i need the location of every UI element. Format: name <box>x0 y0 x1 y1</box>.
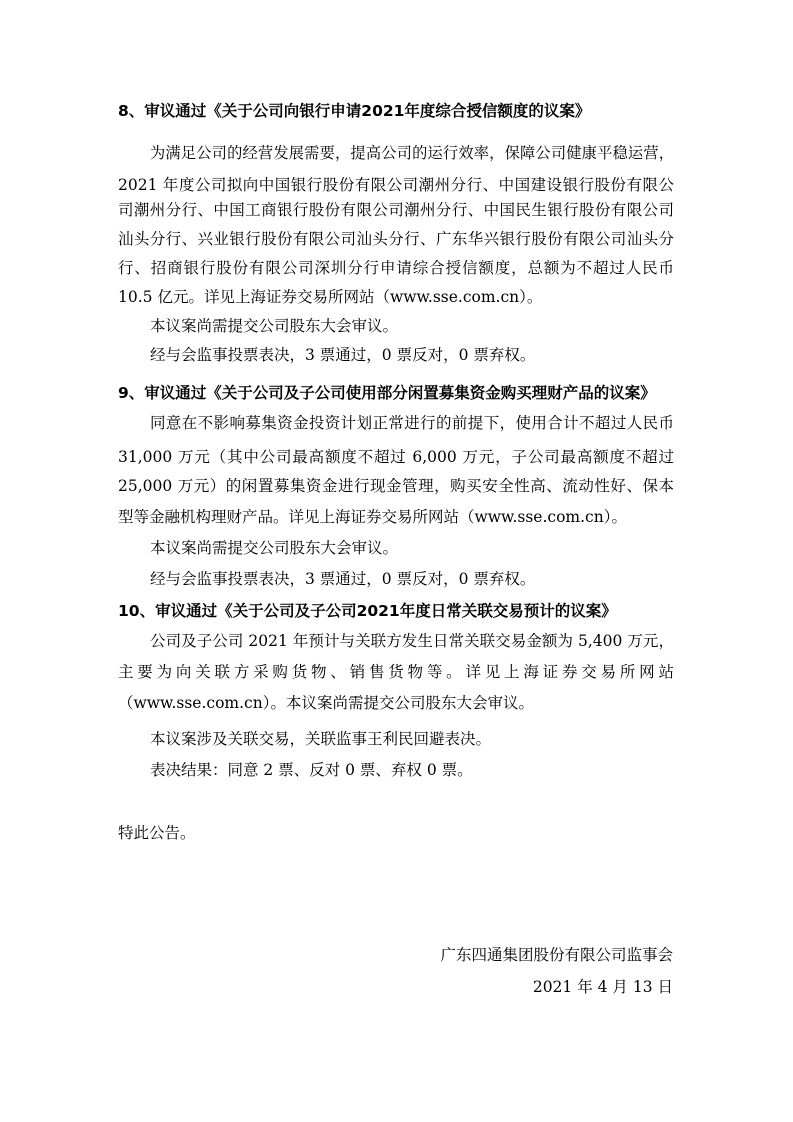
section-8-para-line: 为满足公司的经营发展需要，提高公司的运行效率，保障公司健康平稳运营， <box>150 144 674 162</box>
section-10-para-line: （www.sse.com.cn）。本议案尚需提交公司股东大会审议。 <box>118 694 534 712</box>
section-10-related-note: 本议案涉及关联交易，关联监事王利民回避表决。 <box>150 730 492 748</box>
section-10-para-line: 公司及子公司 2021 年预计与关联方发生日常关联交易金额为 5,400 万元， <box>150 632 674 650</box>
section-8-vote-result: 经与会监事投票表决，3 票通过，0 票反对，0 票弃权。 <box>150 346 536 364</box>
section-8-para-line: 10.5 亿元。详见上海证券交易所网站（www.sse.com.cn）。 <box>118 288 543 306</box>
section-8-para-line: 2021 年度公司拟向中国银行股份有限公司潮州分行、中国建设银行股份有限公 <box>118 176 674 194</box>
section-9-approval-note: 本议案尚需提交公司股东大会审议。 <box>150 539 399 557</box>
section-9-heading: 9、审议通过《关于公司及子公司使用部分闲置募集资金购买理财产品的议案》 <box>118 384 656 402</box>
section-9-para-line: 型等金融机构理财产品。详见上海证券交易所网站（www.sse.com.cn）。 <box>118 508 627 526</box>
section-8-para-line: 汕头分行、兴业银行股份有限公司汕头分行、广东华兴银行股份有限公司汕头分 <box>118 230 674 248</box>
section-9-para-line: 31,000 万元（其中公司最高额度不超过 6,000 万元，子公司最高额度不超过 <box>118 448 674 466</box>
signature-date: 2021 年 4 月 13 日 <box>532 978 673 996</box>
section-8-para-line: 司潮州分行、中国工商银行股份有限公司潮州分行、中国民生银行股份有限公司 <box>118 201 674 219</box>
section-9-para-line: 同意在不影响募集资金投资计划正常进行的前提下，使用合计不超过人民币 <box>150 414 674 432</box>
section-10-para-line: 主要为向关联方采购货物、销售货物等。详见上海证券交易所网站 <box>118 663 674 681</box>
section-10-vote-result: 表决结果：同意 2 票、反对 0 票、弃权 0 票。 <box>150 761 473 779</box>
section-10-heading: 10、审议通过《关于公司及子公司2021年度日常关联交易预计的议案》 <box>118 602 617 620</box>
section-9-vote-result: 经与会监事投票表决，3 票通过，0 票反对，0 票弃权。 <box>150 570 536 588</box>
closing-text: 特此公告。 <box>118 824 196 842</box>
section-8-para-line: 行、招商银行股份有限公司深圳分行申请综合授信额度，总额为不超过人民币 <box>118 259 674 277</box>
section-8-heading: 8、审议通过《关于公司向银行申请2021年度综合授信额度的议案》 <box>118 102 591 120</box>
section-8-approval-note: 本议案尚需提交公司股东大会审议。 <box>150 317 399 335</box>
signature-org: 广东四通集团股份有限公司监事会 <box>440 946 673 964</box>
section-9-para-line: 25,000 万元）的闲置募集资金进行现金管理，购买安全性高、流动性好、保本 <box>118 477 674 495</box>
